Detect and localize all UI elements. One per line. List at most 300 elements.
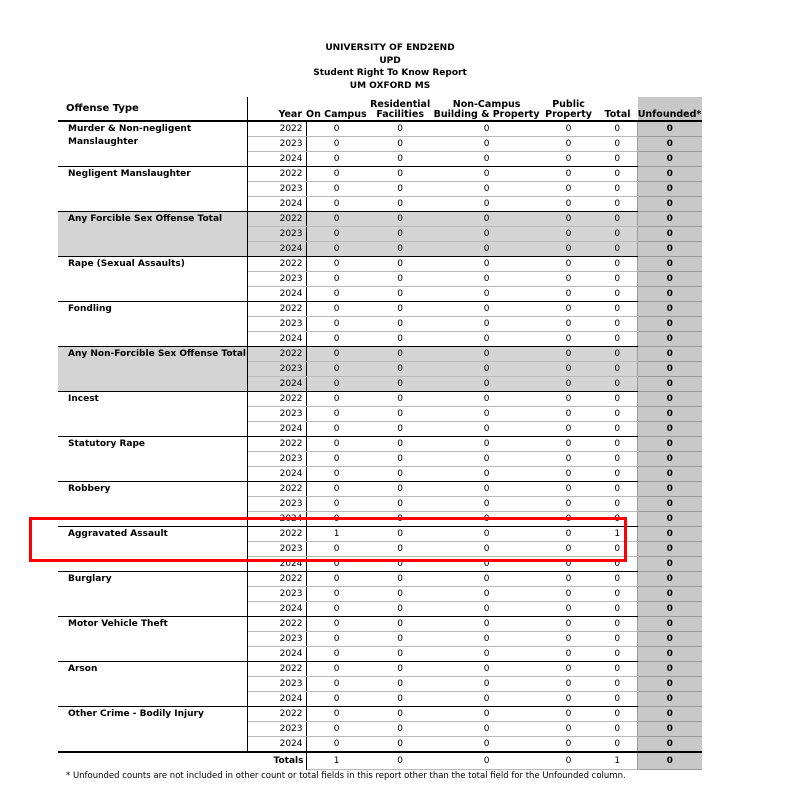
on-campus-cell: 0 [306, 452, 367, 467]
residential-cell: 0 [367, 377, 434, 392]
residential-cell: 0 [367, 197, 434, 212]
non-campus-cell: 0 [434, 632, 540, 647]
unfounded-cell: 0 [638, 587, 702, 602]
year-cell: 2022 [248, 302, 307, 317]
column-header-total: Total [598, 97, 638, 121]
total-cell: 0 [598, 167, 638, 182]
residential-cell: 0 [367, 152, 434, 167]
offense-name: Aggravated Assault [58, 527, 248, 572]
public-property-cell: 0 [540, 121, 598, 137]
university-name: UNIVERSITY OF END2END [325, 43, 455, 53]
on-campus-cell: 0 [306, 692, 367, 707]
non-campus-cell: 0 [434, 121, 540, 137]
non-campus-cell: 0 [434, 617, 540, 632]
unfounded-cell: 0 [638, 572, 702, 587]
year-cell: 2022 [248, 437, 307, 452]
year-cell: 2023 [248, 227, 307, 242]
year-cell: 2024 [248, 692, 307, 707]
non-campus-cell: 0 [434, 377, 540, 392]
on-campus-cell: 0 [306, 302, 367, 317]
on-campus-cell: 0 [306, 347, 367, 362]
public-property-line-2: Property [545, 109, 592, 120]
on-campus-cell: 0 [306, 377, 367, 392]
public-property-cell: 0 [540, 392, 598, 407]
non-campus-cell: 0 [434, 497, 540, 512]
on-campus-cell: 0 [306, 512, 367, 527]
unfounded-cell: 0 [638, 362, 702, 377]
non-campus-cell: 0 [434, 512, 540, 527]
public-property-cell: 0 [540, 347, 598, 362]
unfounded-cell: 0 [638, 632, 702, 647]
residential-line-2: Facilities [376, 109, 424, 120]
table-row [58, 392, 702, 407]
residential-cell: 0 [367, 182, 434, 197]
table-row [58, 527, 702, 542]
non-campus-cell: 0 [434, 422, 540, 437]
year-cell: 2023 [248, 722, 307, 737]
public-property-cell: 0 [540, 647, 598, 662]
public-property-cell: 0 [540, 182, 598, 197]
on-campus-cell: 0 [306, 662, 367, 677]
unfounded-cell: 0 [638, 287, 702, 302]
offense-name: Statutory Rape [58, 437, 248, 482]
column-header-residential-facilities [367, 97, 434, 121]
offense-name: Rape (Sexual Assaults) [58, 257, 248, 302]
total-cell: 0 [598, 272, 638, 287]
department-name: UPD [379, 55, 401, 66]
campus-name: UM OXFORD MS [349, 80, 431, 91]
total-cell: 0 [598, 692, 638, 707]
non-campus-cell: 0 [434, 557, 540, 572]
unfounded-cell: 0 [638, 707, 702, 722]
public-property-cell: 0 [540, 332, 598, 347]
residential-cell: 0 [367, 407, 434, 422]
non-campus-cell: 0 [434, 182, 540, 197]
residential-cell: 0 [367, 437, 434, 452]
unfounded-cell: 0 [638, 482, 702, 497]
public-property-cell: 0 [540, 692, 598, 707]
crime-statistics-table [58, 97, 702, 770]
public-property-cell: 0 [540, 437, 598, 452]
on-campus-cell: 0 [306, 632, 367, 647]
public-property-cell: 0 [540, 377, 598, 392]
total-cell: 0 [598, 617, 638, 632]
residential-cell: 0 [367, 257, 434, 272]
total-unfounded: 0 [638, 752, 702, 770]
public-property-cell: 0 [540, 407, 598, 422]
column-header-offense-type: Offense Type [58, 97, 248, 121]
non-campus-cell: 0 [434, 722, 540, 737]
total-total: 1 [598, 752, 638, 770]
non-campus-cell: 0 [434, 332, 540, 347]
table-row [58, 302, 702, 317]
on-campus-cell: 0 [306, 362, 367, 377]
non-campus-cell: 0 [434, 302, 540, 317]
table-row [58, 662, 702, 677]
residential-cell: 0 [367, 422, 434, 437]
unfounded-cell: 0 [638, 617, 702, 632]
on-campus-cell: 0 [306, 587, 367, 602]
residential-cell: 0 [367, 722, 434, 737]
offense-name: Burglary [58, 572, 248, 617]
total-on-campus: 1 [306, 752, 367, 770]
unfounded-cell: 0 [638, 647, 702, 662]
on-campus-cell: 0 [306, 437, 367, 452]
non-campus-cell: 0 [434, 692, 540, 707]
residential-cell: 0 [367, 167, 434, 182]
footnote: * Unfounded counts are not included in other count or total fields in this report other than the total field for the Unfounded column. [66, 771, 626, 781]
non-campus-cell: 0 [434, 407, 540, 422]
public-property-cell: 0 [540, 707, 598, 722]
unfounded-cell: 0 [638, 377, 702, 392]
non-campus-cell: 0 [434, 317, 540, 332]
on-campus-cell: 0 [306, 242, 367, 257]
unfounded-cell: 0 [638, 437, 702, 452]
year-cell: 2024 [248, 647, 307, 662]
total-cell: 0 [598, 212, 638, 227]
unfounded-cell: 0 [638, 302, 702, 317]
residential-cell: 0 [367, 692, 434, 707]
residential-cell: 0 [367, 392, 434, 407]
public-property-cell: 0 [540, 362, 598, 377]
column-header-non-campus [434, 97, 540, 121]
residential-cell: 0 [367, 467, 434, 482]
year-cell: 2023 [248, 542, 307, 557]
public-property-cell: 0 [540, 572, 598, 587]
residential-cell: 0 [367, 572, 434, 587]
public-property-cell: 0 [540, 287, 598, 302]
public-property-cell: 0 [540, 737, 598, 753]
on-campus-cell: 0 [306, 287, 367, 302]
total-public-property: 0 [540, 752, 598, 770]
year-cell: 2023 [248, 587, 307, 602]
unfounded-cell: 0 [638, 197, 702, 212]
unfounded-cell: 0 [638, 512, 702, 527]
public-property-cell: 0 [540, 467, 598, 482]
unfounded-cell: 0 [638, 542, 702, 557]
residential-cell: 0 [367, 242, 434, 257]
non-campus-cell: 0 [434, 677, 540, 692]
residential-cell: 0 [367, 707, 434, 722]
total-cell: 0 [598, 722, 638, 737]
public-property-cell: 0 [540, 137, 598, 152]
unfounded-cell: 0 [638, 137, 702, 152]
unfounded-cell: 0 [638, 332, 702, 347]
public-property-cell: 0 [540, 452, 598, 467]
total-cell: 0 [598, 137, 638, 152]
non-campus-cell: 0 [434, 587, 540, 602]
on-campus-cell: 1 [306, 527, 367, 542]
non-campus-cell: 0 [434, 572, 540, 587]
total-cell: 0 [598, 497, 638, 512]
unfounded-cell: 0 [638, 152, 702, 167]
unfounded-cell: 0 [638, 527, 702, 542]
total-cell: 0 [598, 197, 638, 212]
on-campus-cell: 0 [306, 572, 367, 587]
offense-name: Murder & Non-negligent Manslaughter [58, 121, 248, 167]
public-property-cell: 0 [540, 677, 598, 692]
year-cell: 2023 [248, 632, 307, 647]
on-campus-cell: 0 [306, 392, 367, 407]
residential-cell: 0 [367, 617, 434, 632]
non-campus-cell: 0 [434, 212, 540, 227]
public-property-cell: 0 [540, 617, 598, 632]
offense-name: Any Forcible Sex Offense Total [58, 212, 248, 257]
public-property-cell: 0 [540, 542, 598, 557]
residential-cell: 0 [367, 527, 434, 542]
year-cell: 2024 [248, 377, 307, 392]
total-cell: 0 [598, 392, 638, 407]
total-cell: 0 [598, 362, 638, 377]
residential-cell: 0 [367, 512, 434, 527]
total-cell: 0 [598, 257, 638, 272]
on-campus-cell: 0 [306, 422, 367, 437]
residential-cell: 0 [367, 332, 434, 347]
public-property-cell: 0 [540, 167, 598, 182]
unfounded-cell: 0 [638, 167, 702, 182]
year-cell: 2024 [248, 242, 307, 257]
public-property-cell: 0 [540, 242, 598, 257]
on-campus-cell: 0 [306, 617, 367, 632]
year-cell: 2023 [248, 677, 307, 692]
residential-cell: 0 [367, 602, 434, 617]
non-campus-cell: 0 [434, 227, 540, 242]
public-property-cell: 0 [540, 257, 598, 272]
residential-cell: 0 [367, 647, 434, 662]
total-cell: 0 [598, 482, 638, 497]
unfounded-cell: 0 [638, 602, 702, 617]
column-header-public-property [540, 97, 598, 121]
non-campus-cell: 0 [434, 347, 540, 362]
non-campus-cell: 0 [434, 707, 540, 722]
on-campus-cell: 0 [306, 332, 367, 347]
year-cell: 2022 [248, 257, 307, 272]
non-campus-cell: 0 [434, 242, 540, 257]
non-campus-cell: 0 [434, 437, 540, 452]
totals-row [58, 752, 702, 770]
public-property-cell: 0 [540, 272, 598, 287]
on-campus-cell: 0 [306, 272, 367, 287]
table-row [58, 257, 702, 272]
public-property-line-1: Public [552, 99, 585, 110]
on-campus-cell: 0 [306, 707, 367, 722]
total-cell: 0 [598, 677, 638, 692]
unfounded-cell: 0 [638, 272, 702, 287]
unfounded-cell: 0 [638, 407, 702, 422]
total-cell: 0 [598, 422, 638, 437]
total-cell: 0 [598, 662, 638, 677]
residential-cell: 0 [367, 317, 434, 332]
residential-cell: 0 [367, 272, 434, 287]
unfounded-cell: 0 [638, 317, 702, 332]
offense-name: Negligent Manslaughter [58, 167, 248, 212]
year-cell: 2022 [248, 121, 307, 137]
offense-name: Any Non-Forcible Sex Offense Total [58, 347, 248, 392]
total-cell: 0 [598, 707, 638, 722]
offense-name: Arson [58, 662, 248, 707]
public-property-cell: 0 [540, 587, 598, 602]
non-campus-cell: 0 [434, 137, 540, 152]
unfounded-cell: 0 [638, 422, 702, 437]
year-cell: 2024 [248, 557, 307, 572]
total-cell: 0 [598, 572, 638, 587]
year-cell: 2023 [248, 137, 307, 152]
year-cell: 2022 [248, 167, 307, 182]
unfounded-cell: 0 [638, 257, 702, 272]
total-cell: 0 [598, 557, 638, 572]
totals-label: Totals [58, 752, 306, 770]
residential-cell: 0 [367, 347, 434, 362]
unfounded-cell: 0 [638, 452, 702, 467]
total-cell: 0 [598, 737, 638, 753]
unfounded-cell: 0 [638, 722, 702, 737]
year-cell: 2023 [248, 362, 307, 377]
non-campus-cell: 0 [434, 152, 540, 167]
total-cell: 0 [598, 317, 638, 332]
non-campus-cell: 0 [434, 647, 540, 662]
on-campus-cell: 0 [306, 482, 367, 497]
public-property-cell: 0 [540, 422, 598, 437]
total-cell: 0 [598, 242, 638, 257]
residential-line-1: Residential [370, 99, 431, 110]
report-header [180, 42, 600, 92]
unfounded-cell: 0 [638, 242, 702, 257]
on-campus-cell: 0 [306, 497, 367, 512]
total-cell: 0 [598, 467, 638, 482]
public-property-cell: 0 [540, 197, 598, 212]
unfounded-cell: 0 [638, 692, 702, 707]
on-campus-cell: 0 [306, 317, 367, 332]
year-cell: 2022 [248, 662, 307, 677]
offense-name: Motor Vehicle Theft [58, 617, 248, 662]
on-campus-cell: 0 [306, 197, 367, 212]
column-header-year: Year [248, 97, 307, 121]
table-row [58, 572, 702, 587]
year-cell: 2024 [248, 602, 307, 617]
on-campus-cell: 0 [306, 121, 367, 137]
non-campus-cell: 0 [434, 197, 540, 212]
year-cell: 2024 [248, 512, 307, 527]
on-campus-cell: 0 [306, 602, 367, 617]
total-cell: 0 [598, 452, 638, 467]
year-cell: 2022 [248, 572, 307, 587]
total-cell: 1 [598, 527, 638, 542]
unfounded-cell: 0 [638, 557, 702, 572]
year-cell: 2023 [248, 317, 307, 332]
public-property-cell: 0 [540, 152, 598, 167]
non-campus-cell: 0 [434, 542, 540, 557]
total-cell: 0 [598, 121, 638, 137]
on-campus-cell: 0 [306, 737, 367, 753]
table-row [58, 617, 702, 632]
public-property-cell: 0 [540, 482, 598, 497]
total-cell: 0 [598, 602, 638, 617]
unfounded-cell: 0 [638, 392, 702, 407]
non-campus-cell: 0 [434, 452, 540, 467]
unfounded-cell: 0 [638, 121, 702, 137]
public-property-cell: 0 [540, 527, 598, 542]
public-property-cell: 0 [540, 512, 598, 527]
on-campus-cell: 0 [306, 137, 367, 152]
on-campus-cell: 0 [306, 167, 367, 182]
year-cell: 2022 [248, 617, 307, 632]
year-cell: 2023 [248, 272, 307, 287]
on-campus-cell: 0 [306, 722, 367, 737]
residential-cell: 0 [367, 121, 434, 137]
on-campus-cell: 0 [306, 407, 367, 422]
total-non-campus: 0 [434, 752, 540, 770]
residential-cell: 0 [367, 287, 434, 302]
on-campus-cell: 0 [306, 677, 367, 692]
total-cell: 0 [598, 302, 638, 317]
column-header-on-campus: On Campus [306, 97, 367, 121]
public-property-cell: 0 [540, 497, 598, 512]
year-cell: 2023 [248, 497, 307, 512]
year-cell: 2024 [248, 422, 307, 437]
total-cell: 0 [598, 182, 638, 197]
table-row [58, 121, 702, 137]
total-cell: 0 [598, 377, 638, 392]
total-cell: 0 [598, 407, 638, 422]
year-cell: 2022 [248, 392, 307, 407]
non-campus-cell: 0 [434, 527, 540, 542]
column-header-unfounded: Unfounded* [638, 97, 702, 121]
residential-cell: 0 [367, 662, 434, 677]
residential-cell: 0 [367, 482, 434, 497]
total-cell: 0 [598, 542, 638, 557]
on-campus-cell: 0 [306, 542, 367, 557]
year-cell: 2023 [248, 182, 307, 197]
residential-cell: 0 [367, 452, 434, 467]
total-cell: 0 [598, 632, 638, 647]
total-cell: 0 [598, 287, 638, 302]
report-title: Student Right To Know Report [313, 68, 467, 78]
non-campus-line-2: Building & Property [433, 109, 540, 120]
year-cell: 2024 [248, 152, 307, 167]
non-campus-cell: 0 [434, 602, 540, 617]
non-campus-cell: 0 [434, 257, 540, 272]
public-property-cell: 0 [540, 662, 598, 677]
year-cell: 2022 [248, 347, 307, 362]
non-campus-cell: 0 [434, 737, 540, 753]
non-campus-cell: 0 [434, 467, 540, 482]
residential-cell: 0 [367, 137, 434, 152]
table-row [58, 347, 702, 362]
non-campus-cell: 0 [434, 362, 540, 377]
on-campus-cell: 0 [306, 227, 367, 242]
total-cell: 0 [598, 437, 638, 452]
table-body [58, 121, 702, 770]
total-cell: 0 [598, 332, 638, 347]
total-cell: 0 [598, 152, 638, 167]
table-row [58, 167, 702, 182]
total-cell: 0 [598, 647, 638, 662]
on-campus-cell: 0 [306, 257, 367, 272]
on-campus-cell: 0 [306, 182, 367, 197]
total-residential: 0 [367, 752, 434, 770]
residential-cell: 0 [367, 677, 434, 692]
residential-cell: 0 [367, 302, 434, 317]
year-cell: 2024 [248, 332, 307, 347]
on-campus-cell: 0 [306, 647, 367, 662]
year-cell: 2022 [248, 212, 307, 227]
unfounded-cell: 0 [638, 497, 702, 512]
unfounded-cell: 0 [638, 467, 702, 482]
non-campus-cell: 0 [434, 167, 540, 182]
residential-cell: 0 [367, 227, 434, 242]
year-cell: 2022 [248, 707, 307, 722]
year-cell: 2022 [248, 527, 307, 542]
